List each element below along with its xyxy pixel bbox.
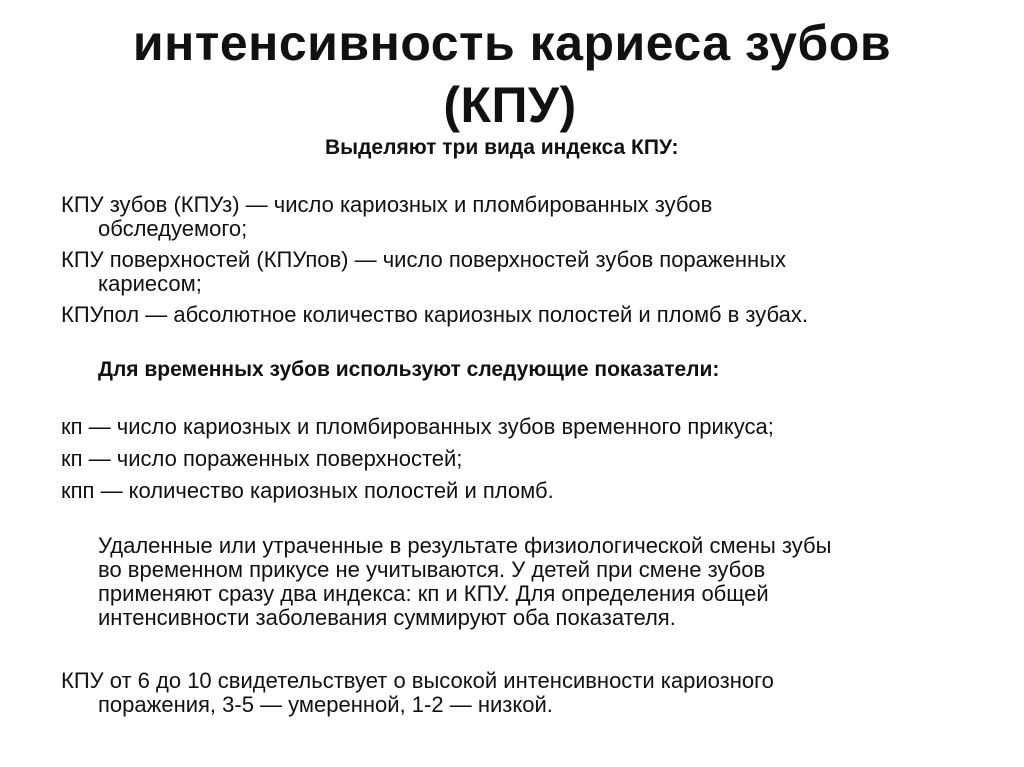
title-line-1: интенсивность кариеса зубов: [132, 15, 892, 71]
note-line-3: применяют сразу два индекса: кп и КПУ. Для определения общей: [98, 581, 769, 606]
kp-teeth-line: кп — число кариозных и пломбированных зубов временного прикуса;: [61, 414, 774, 439]
conclusion-line-2: поражения, 3-5 — умеренной, 1-2 — низкой.: [98, 692, 553, 717]
page-title: [0, 12, 1024, 136]
kpu-teeth-line-1: КПУ зубов (КПУз) — число кариозных и пломбированных зубов: [61, 192, 713, 217]
kpu-surfaces-line-1: КПУ поверхностей (КПУпов) — число поверхностей зубов пораженных: [61, 247, 786, 272]
note-line-2: во временном прикусе не учитываются. У детей при смене зубов: [98, 557, 766, 582]
section1-heading: Выделяют три вида индекса КПУ:: [325, 136, 679, 159]
title-line-2: (КПУ): [443, 77, 577, 133]
kp-surfaces-line: кп — число пораженных поверхностей;: [61, 446, 463, 471]
note-line-4: интенсивности заболевания суммируют оба показателя.: [98, 605, 676, 630]
conclusion-line-1: КПУ от 6 до 10 свидетельствует о высокой интенсивности кариозного: [61, 668, 774, 693]
section2-heading: Для временных зубов используют следующие показатели:: [98, 358, 720, 381]
kpu-teeth-line-2: обследуемого;: [98, 216, 248, 241]
kpp-line: кпп — количество кариозных полостей и пломб.: [61, 478, 554, 503]
note-line-1: Удаленные или утраченные в результате физиологической смены зубы: [98, 533, 832, 558]
kpu-cavities-line: КПУпол — абсолютное количество кариозных полостей и пломб в зубах.: [61, 302, 808, 327]
kpu-surfaces-line-2: кариесом;: [98, 271, 202, 296]
